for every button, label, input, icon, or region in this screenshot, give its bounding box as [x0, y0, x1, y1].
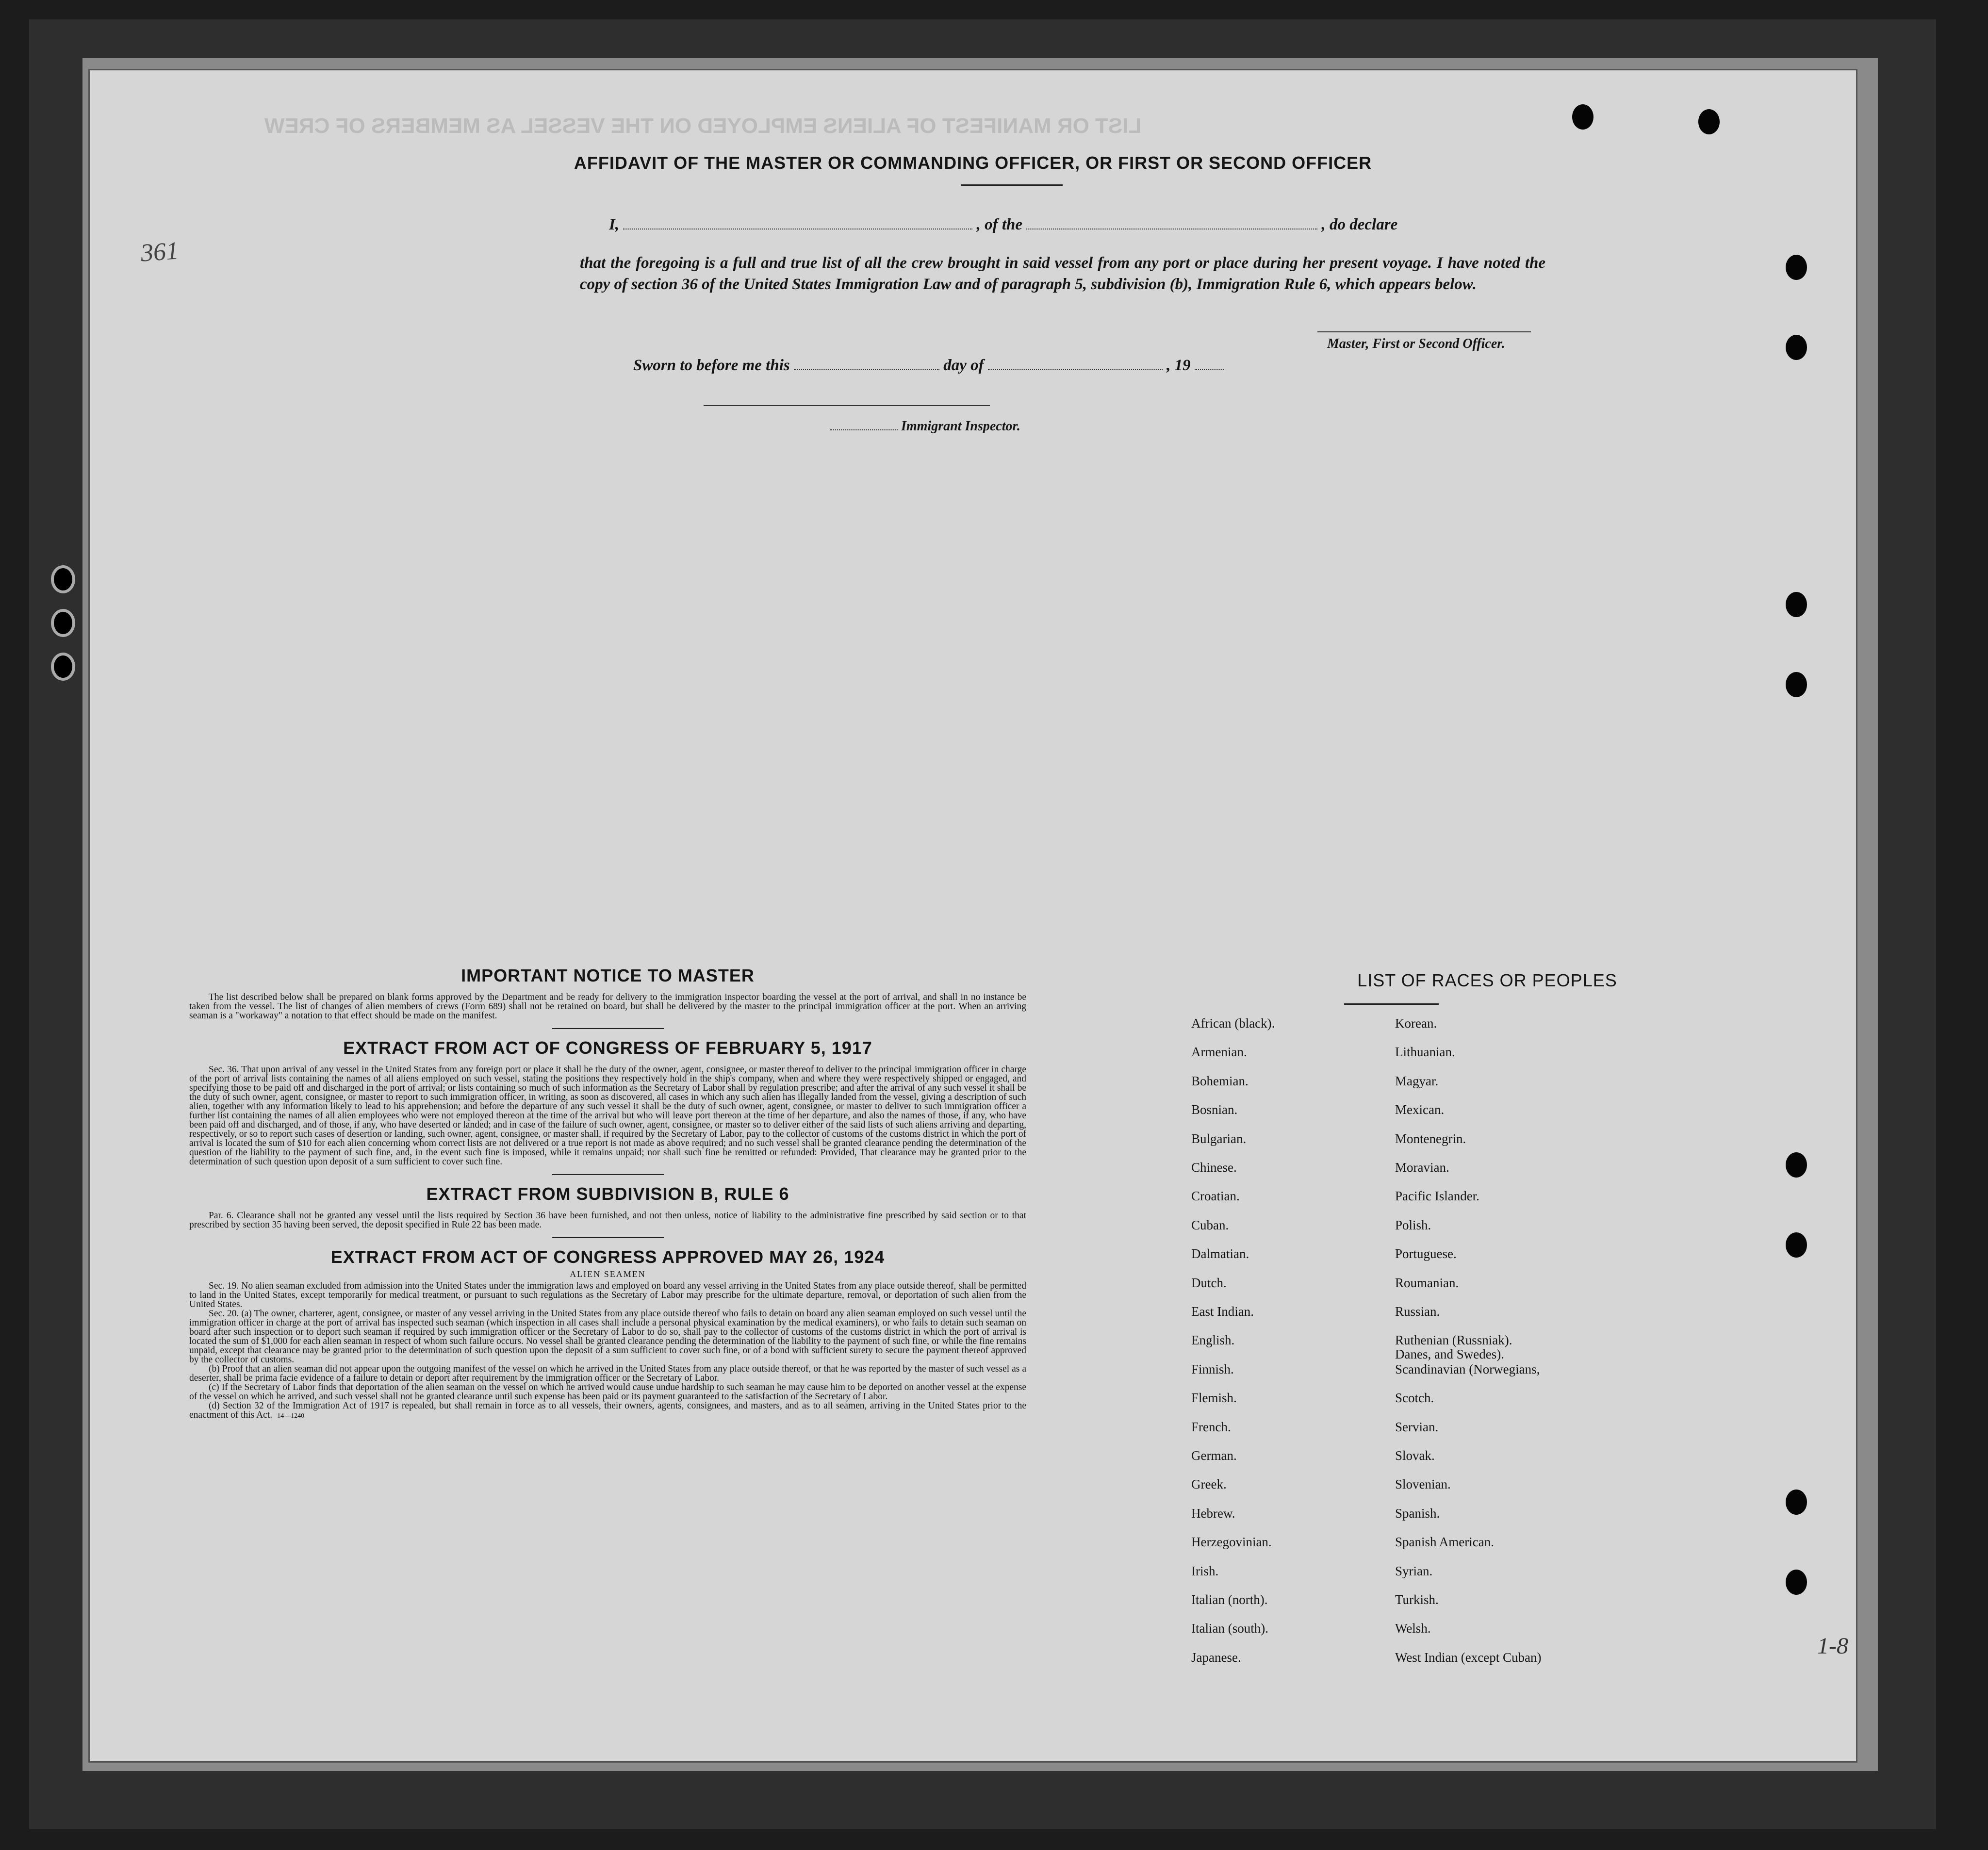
section-rule: [552, 1237, 664, 1238]
race-left-item: Dutch.: [1191, 1276, 1227, 1290]
sworn-line: [633, 357, 1224, 375]
race-left-item: Greek.: [1191, 1477, 1227, 1491]
race-left-item: Irish.: [1191, 1564, 1219, 1578]
form-code: 14—1240: [277, 1412, 305, 1420]
race-left-item: Bosnian.: [1191, 1102, 1238, 1117]
race-left-item: Chinese.: [1191, 1160, 1237, 1175]
inspector-caption: [830, 419, 1020, 434]
sworn-day-field[interactable]: [794, 369, 939, 370]
race-left-item: Italian (north).: [1191, 1592, 1268, 1607]
race-left-item: Croatian.: [1191, 1189, 1240, 1203]
extract-1917-title: EXTRACT FROM ACT OF CONGRESS OF FEBRUARY 5, 1917: [343, 1038, 872, 1058]
punch-hole: [1786, 1490, 1807, 1515]
extract-rule6-title: EXTRACT FROM SUBDIVISION B, RULE 6: [426, 1184, 789, 1204]
punch-hole: [1786, 1570, 1807, 1595]
race-right-item: Spanish.: [1395, 1506, 1440, 1521]
punch-hole: [1786, 255, 1807, 280]
race-right-item: Slovak.: [1395, 1448, 1435, 1463]
race-right-item: Portuguese.: [1395, 1246, 1457, 1261]
race-left-item: Cuban.: [1191, 1218, 1229, 1232]
sworn-month-field[interactable]: [988, 369, 1163, 370]
affidavit-body: that the foregoing is a full and true list of all the crew brought in said vessel from any port or place during her present voyage. I have noted the copy of section 36 of the United States Immigration Law and of paragraph 5, subdivision (b), Immigration Rule 6, which appears below.: [580, 254, 1545, 293]
punch-hole: [1786, 672, 1807, 697]
race-right-item: Magyar.: [1395, 1074, 1439, 1088]
race-right-item: Spanish American.: [1395, 1535, 1494, 1549]
race-right-item: Korean.: [1395, 1016, 1437, 1031]
race-left-item: Italian (south).: [1191, 1621, 1268, 1636]
race-left-item: Bulgarian.: [1191, 1131, 1247, 1146]
declare-suffix: , do declare: [1321, 216, 1398, 233]
declarant-prefix: I,: [609, 216, 620, 233]
race-left-item: Finnish.: [1191, 1362, 1234, 1376]
extract-1924-title: EXTRACT FROM ACT OF CONGRESS APPROVED MAY 26, 1924: [330, 1247, 885, 1267]
race-right-item: Ruthenian (Russniak).: [1395, 1333, 1512, 1347]
notice-text: The list described below shall be prepared on blank forms approved by the Department and be ready for delivery to the immigration inspector boarding the vessel at the port of arrival, and shall in no instance be taken from the vessel. The list of changes of alien members of crews (Form 689) shall not be retained on board, but shall be delivered by the master to the principal immigration officer at the port. When an arriving seaman is a "workaway" a notation to that effect should be made on the manifest.: [189, 992, 1026, 1021]
alien-seamen-subtitle: ALIEN SEAMEN: [570, 1269, 646, 1279]
race-left-item: English.: [1191, 1333, 1235, 1347]
race-left-item: Bohemian.: [1191, 1074, 1249, 1088]
master-signature-caption: Master, First or Second Officer.: [1327, 336, 1505, 351]
handwritten-note: 1-8: [1817, 1633, 1848, 1659]
punch-hole: [1786, 1152, 1807, 1178]
sec-20a-text: Sec. 20. (a) The owner, charterer, agent, consignee, or master of any vessel arriving in the United States from any place outside thereof who fails to detain on board any alien seaman employed on such vessel until the immigration officer in charge at the port of arrival has inspected such seaman (which inspection in all cases shall include a personal physical examination by the medical examiners), or who fails to detain such seaman on board after such inspection or to deport such seaman if required by such immigration officer or the Secretary of Labor to do so, shall pay to the collector of customs of the customs district in which the port of arrival is located the sum of $1,000 for each alien seaman in respect of whom such failure occurs. No vessel shall be granted clearance pending the determination of the liability to the payment of such fine, or while the fine remains unpaid, except that clearance may be granted prior to the determination of such question upon the deposit of a sum sufficient to cover such fine, or of a bond with sufficient surety to secure the payment thereof approved by the collector of customs.: [189, 1309, 1026, 1365]
race-right-item: Russian.: [1395, 1304, 1440, 1319]
notice-title: IMPORTANT NOTICE TO MASTER: [461, 966, 755, 985]
sec-20d-text: [189, 1401, 1026, 1421]
race-right-item: Slovenian.: [1395, 1477, 1451, 1491]
race-left-item: African (black).: [1191, 1016, 1275, 1031]
race-left-item: Hebrew.: [1191, 1506, 1235, 1521]
section-rule: [552, 1174, 664, 1175]
binder-hole-2: [51, 609, 75, 637]
sec-19-text: Sec. 19. No alien seaman excluded from admission into the United States under the immigration laws and employed on board any vessel arriving in the United States from any place outside thereof, shall be permitted to land in the United States, except temporarily for medical treatment, or pursuant to such regulations as the Secretary of Labor may prescribe for the ultimate departure, removal, or deportation of such alien from the United States.: [189, 1281, 1026, 1310]
sec-20c-text: (c) If the Secretary of Labor finds that deportation of the alien seaman on the vessel on which he arrived would cause undue hardship to such seaman he may cause him to be deported on another vessel at the expense of the vessel on which he arrived, and such vessel shall not be granted clearance until such expense has been paid or its payment guaranteed to the satisfaction of the Secretary of Labor.: [189, 1382, 1026, 1402]
race-right-item: Danes, and Swedes).: [1395, 1347, 1504, 1361]
race-left-item: French.: [1191, 1420, 1231, 1434]
race-right-item: Pacific Islander.: [1395, 1189, 1479, 1203]
race-right-item: Roumanian.: [1395, 1276, 1459, 1290]
races-rule: [1344, 1003, 1439, 1005]
race-right-item: Mexican.: [1395, 1102, 1445, 1117]
affidavit-rule: [961, 184, 1063, 186]
extract-1917-text: Sec. 36. That upon arrival of any vessel in the United States from any foreign port or place it shall be the duty of the owner, agent, consignee, or master thereof to deliver to the principal immigration officer in charge of the port of arrival lists containing the names of all aliens employed on such vessel, stating the positions they respectively hold in the ship's company, when and where they were respectively shipped or engaged, and specifying those to be paid off and discharged in the port of arrival; or lists containing so much of such information as the Secretary of Labor shall by regulation prescribe; and after the arrival of any such vessel it shall be the duty of such owner, agent, consignee, or master to report to such immigration officer, in writing, as soon as discovered, all cases in which any such alien has illegally landed from the vessel, giving a description of such alien, together with any information likely to lead to his apprehension; and before the departure of any such vessel it shall be the duty of such owner, agent, consignee, or master to deliver to such immigration officer a further list containing the names of all alien employees who were not employed thereon at the time of the arrival but who will leave port thereon at the time of her departure, and also the names of those, if any, who have been paid off and discharged, and of those, if any, who have deserted or landed; and in case of the failure of such owner, agent, consignee, or master so to deliver either of the said lists of such aliens arriving and departing, respectively, or so to report such cases of desertion or landing, such owner, agent, consignee, or master shall, if required by the Secretary of Labor, pay to the collector of customs of the customs district in which the port of arrival is located the sum of $10 for each alien concerning whom correct lists are not delivered or a true report is not made as above required; and no such vessel shall be granted clearance pending the determination of the question of the liability to the payment of such fine, and, in the event such fine is imposed, while it remains unpaid; nor shall such fine be remitted or refunded: Provided, That clearance may be granted prior to the determination of such question upon deposit of a sum sufficient to cover such fine.: [189, 1064, 1027, 1167]
extract-rule6-text: Par. 6. Clearance shall not be granted any vessel until the lists required by Section 36 have been furnished, and not then unless, notice of liability to the administrative fine prescribed by said section or to that prescribed by section 35 having been served, the deposit specified in Rule 22 has been made.: [189, 1211, 1026, 1230]
race-right-item: Moravian.: [1395, 1160, 1449, 1175]
inspector-caption-lead: [830, 429, 898, 430]
race-right-item: Scotch.: [1395, 1391, 1434, 1405]
sworn-prefix: Sworn to before me this: [633, 357, 790, 374]
declaration-line: [609, 216, 1550, 234]
punch-hole: [1786, 335, 1807, 360]
master-signature-line[interactable]: [1317, 331, 1531, 332]
punch-hole: [1572, 104, 1594, 130]
race-right-item: Lithuanian.: [1395, 1045, 1455, 1059]
race-left-item: East Indian.: [1191, 1304, 1254, 1319]
inspector-caption-text: Immigrant Inspector.: [901, 419, 1020, 434]
race-left-item: Armenian.: [1191, 1045, 1247, 1059]
bleed-through-heading: LIST OR MANIFEST OF ALIENS EMPLOYED ON THE VESSEL AS MEMBERS OF CREW: [264, 114, 1142, 138]
notices-column: [189, 966, 1026, 1421]
race-right-item: Syrian.: [1395, 1564, 1433, 1578]
inspector-signature-line[interactable]: [704, 405, 990, 406]
race-left-item: Japanese.: [1191, 1650, 1241, 1665]
sworn-year-field[interactable]: [1195, 369, 1224, 370]
section-rule: [552, 1028, 664, 1029]
binder-hole-1: [51, 565, 75, 593]
races-title: LIST OF RACES OR PEOPLES: [1357, 970, 1617, 990]
race-right-item: Servian.: [1395, 1420, 1439, 1434]
punch-hole: [1786, 592, 1807, 617]
binder-hole-3: [51, 653, 75, 681]
race-right-item: West Indian (except Cuban): [1395, 1650, 1542, 1665]
race-right-item: Welsh.: [1395, 1621, 1431, 1636]
race-left-item: Herzegovinian.: [1191, 1535, 1272, 1549]
sworn-year-label: , 19: [1167, 357, 1191, 374]
punch-hole: [1786, 1232, 1807, 1258]
sec-20b-text: (b) Proof that an alien seaman did not appear upon the outgoing manifest of the vessel on which he arrived in the United States from any place outside thereof, or that he was reported by the master of such vessel as a deserter, shall be prima facie evidence of a failure to detain or deport after requirement by the immigration officer or the Secretary of Labor.: [189, 1364, 1026, 1383]
race-left-item: Flemish.: [1191, 1391, 1237, 1405]
handwritten-number: 361: [140, 237, 180, 267]
race-right-item: Polish.: [1395, 1218, 1431, 1232]
race-right-item: Montenegrin.: [1395, 1131, 1466, 1146]
vessel-prefix: , of the: [976, 216, 1023, 233]
race-right-item: Scandinavian (Norwegians,: [1395, 1362, 1540, 1376]
race-left-item: Dalmatian.: [1191, 1246, 1249, 1261]
race-right-item: Turkish.: [1395, 1592, 1439, 1607]
manifest-page: [90, 70, 1856, 1761]
sworn-day-label: day of: [943, 357, 984, 374]
sec-20d-body: (d) Section 32 of the Immigration Act of 1917 is repealed, but shall remain in force as to all vessels, their owners, agents, consignees, and masters, and as to all seamen, arriving in the United States prior to the enactment of this Act.: [189, 1401, 1026, 1420]
race-left-item: German.: [1191, 1448, 1237, 1463]
affidavit-title: AFFIDAVIT OF THE MASTER OR COMMANDING OFFICER, OR FIRST OR SECOND OFFICER: [574, 153, 1372, 173]
punch-hole: [1698, 109, 1720, 134]
